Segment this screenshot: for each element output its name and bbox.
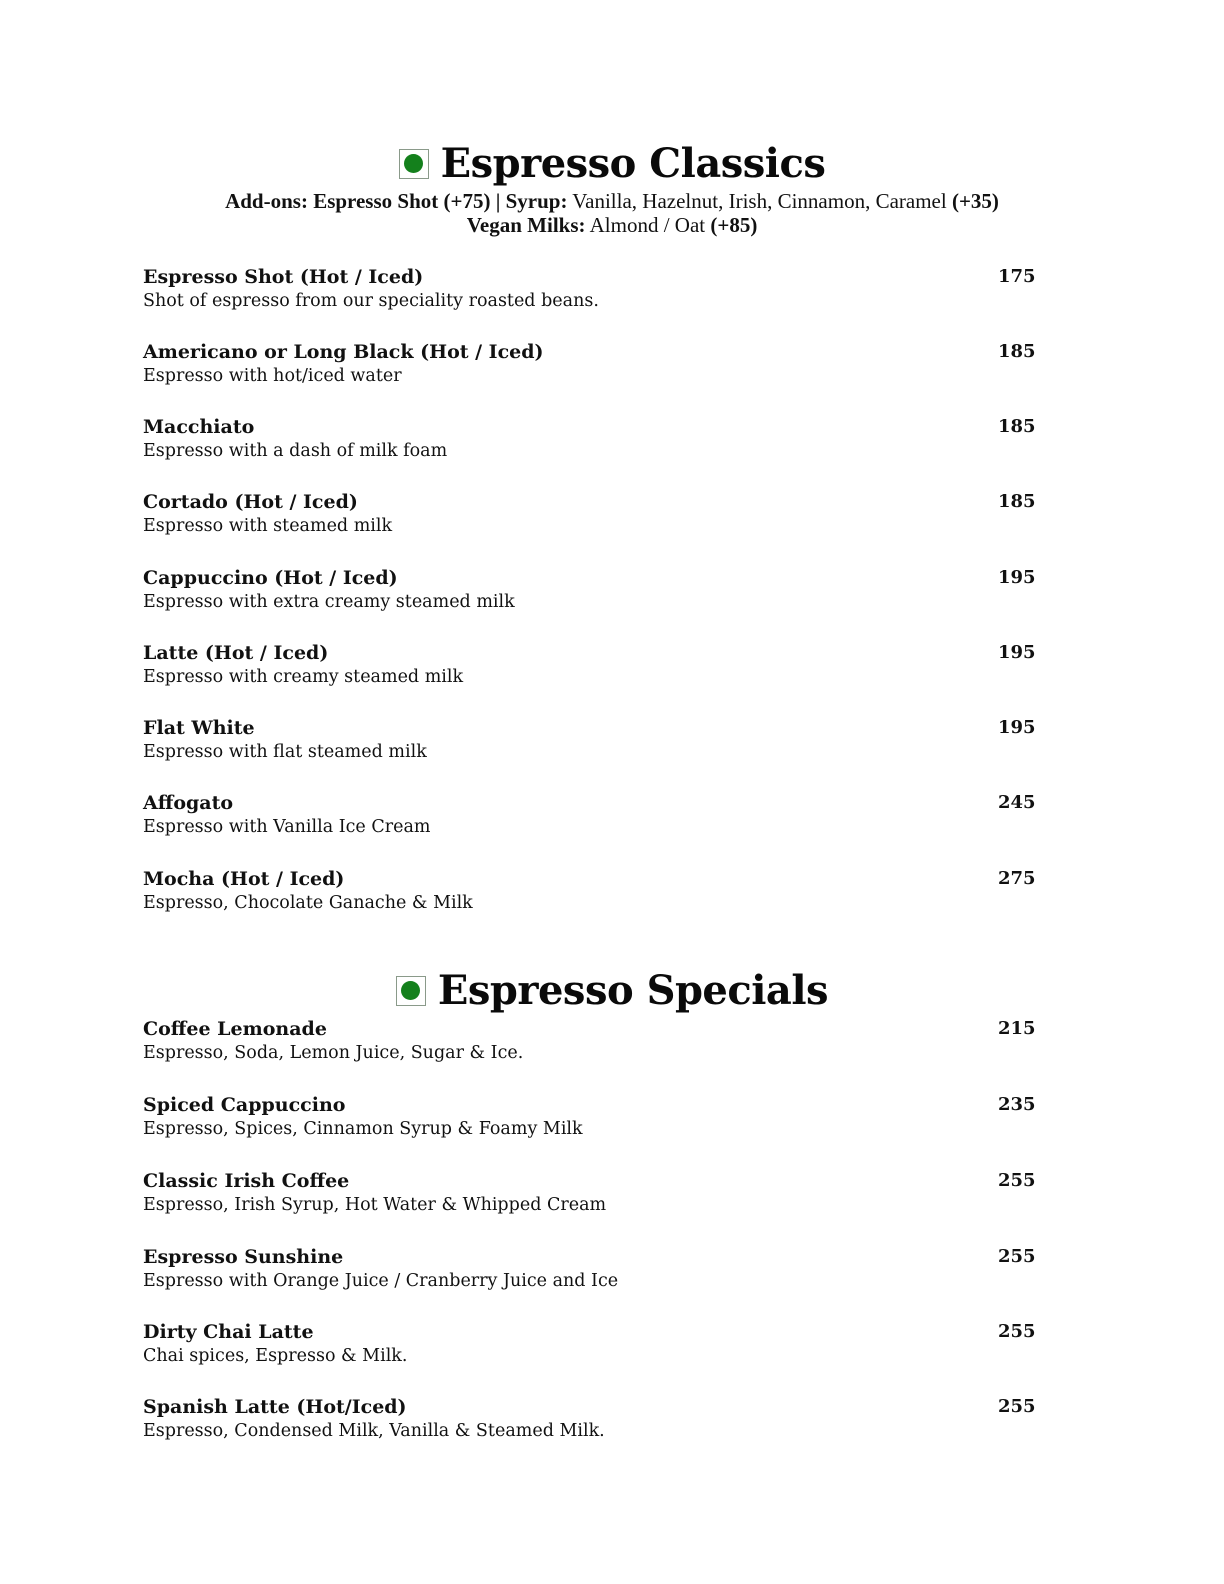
item-price: 235 xyxy=(998,1094,1036,1115)
item-name: Americano or Long Black (Hot / Iced) xyxy=(143,341,544,363)
menu-item xyxy=(143,716,1063,764)
vegan-milk-options: Almond / Oat xyxy=(585,213,711,237)
item-price: 185 xyxy=(998,491,1036,512)
item-name: Coffee Lemonade xyxy=(143,1018,327,1040)
item-price: 255 xyxy=(998,1396,1036,1417)
veg-mark-icon xyxy=(396,976,426,1006)
addons-line-2 xyxy=(0,213,1224,237)
item-price: 185 xyxy=(998,341,1036,362)
item-description: Espresso with Orange Juice / Cranberry Juice and Ice xyxy=(143,1271,619,1291)
item-name: Affogato xyxy=(143,792,234,814)
item-price: 215 xyxy=(998,1018,1036,1039)
item-description: Espresso with hot/iced water xyxy=(143,366,402,386)
item-price: 255 xyxy=(998,1170,1036,1191)
item-description: Espresso with a dash of milk foam xyxy=(143,441,448,461)
section-heading: Espresso Specials xyxy=(437,967,829,1014)
vegan-milk-price: (+85) xyxy=(710,213,758,237)
item-price: 195 xyxy=(998,717,1036,738)
menu-item xyxy=(143,867,1063,915)
item-name: Spiced Cappuccino xyxy=(143,1094,346,1116)
item-description: Chai spices, Espresso & Milk. xyxy=(143,1346,408,1366)
item-description: Espresso with steamed milk xyxy=(143,516,393,536)
addons-line-1 xyxy=(0,189,1224,213)
item-name: Flat White xyxy=(143,717,255,739)
menu-item xyxy=(143,1017,1063,1065)
syrup-price: (+35) xyxy=(951,189,999,213)
section-title-espresso-specials xyxy=(0,967,1224,1014)
item-price: 275 xyxy=(998,868,1036,889)
menu-item xyxy=(143,566,1063,614)
item-description: Espresso with extra creamy steamed milk xyxy=(143,592,515,612)
item-price: 255 xyxy=(998,1246,1036,1267)
veg-mark-icon xyxy=(399,149,429,179)
item-price: 195 xyxy=(998,567,1036,588)
item-name: Macchiato xyxy=(143,416,255,438)
item-price: 245 xyxy=(998,792,1036,813)
item-description: Shot of espresso from our speciality roasted beans. xyxy=(143,291,599,311)
item-description: Espresso, Condensed Milk, Vanilla & Steamed Milk. xyxy=(143,1421,605,1441)
item-name: Cappuccino (Hot / Iced) xyxy=(143,567,398,589)
item-name: Espresso Shot (Hot / Iced) xyxy=(143,266,424,288)
section-heading: Espresso Classics xyxy=(440,140,826,187)
menu-item xyxy=(143,415,1063,463)
section-title-espresso-classics xyxy=(0,140,1224,187)
item-price: 175 xyxy=(998,266,1036,287)
item-price: 195 xyxy=(998,642,1036,663)
item-description: Espresso, Spices, Cinnamon Syrup & Foamy Milk xyxy=(143,1119,583,1139)
menu-item xyxy=(143,265,1063,313)
menu-item xyxy=(143,1093,1063,1141)
item-name: Espresso Sunshine xyxy=(143,1246,344,1268)
menu-item xyxy=(143,791,1063,839)
menu-item xyxy=(143,490,1063,538)
menu-item xyxy=(143,1245,1063,1293)
item-name: Mocha (Hot / Iced) xyxy=(143,868,345,890)
item-description: Espresso with flat steamed milk xyxy=(143,742,427,762)
vegan-milks-label: Vegan Milks: xyxy=(466,213,586,237)
item-name: Cortado (Hot / Iced) xyxy=(143,491,358,513)
menu-item xyxy=(143,641,1063,689)
menu-item xyxy=(143,1395,1063,1443)
item-name: Classic Irish Coffee xyxy=(143,1170,350,1192)
menu-item xyxy=(143,1320,1063,1368)
item-name: Dirty Chai Latte xyxy=(143,1321,314,1343)
item-description: Espresso, Irish Syrup, Hot Water & Whipped Cream xyxy=(143,1195,607,1215)
item-description: Espresso, Soda, Lemon Juice, Sugar & Ice. xyxy=(143,1043,524,1063)
item-description: Espresso, Chocolate Ganache & Milk xyxy=(143,893,473,913)
menu-item xyxy=(143,1169,1063,1217)
item-name: Spanish Latte (Hot/Iced) xyxy=(143,1396,407,1418)
item-name: Latte (Hot / Iced) xyxy=(143,642,329,664)
addons-label: Add-ons: Espresso Shot (+75) | Syrup: xyxy=(225,189,568,213)
syrup-options: Vanilla, Hazelnut, Irish, Cinnamon, Caramel xyxy=(567,189,952,213)
menu-item xyxy=(143,340,1063,388)
item-price: 185 xyxy=(998,416,1036,437)
item-price: 255 xyxy=(998,1321,1036,1342)
item-description: Espresso with creamy steamed milk xyxy=(143,667,464,687)
item-description: Espresso with Vanilla Ice Cream xyxy=(143,817,431,837)
